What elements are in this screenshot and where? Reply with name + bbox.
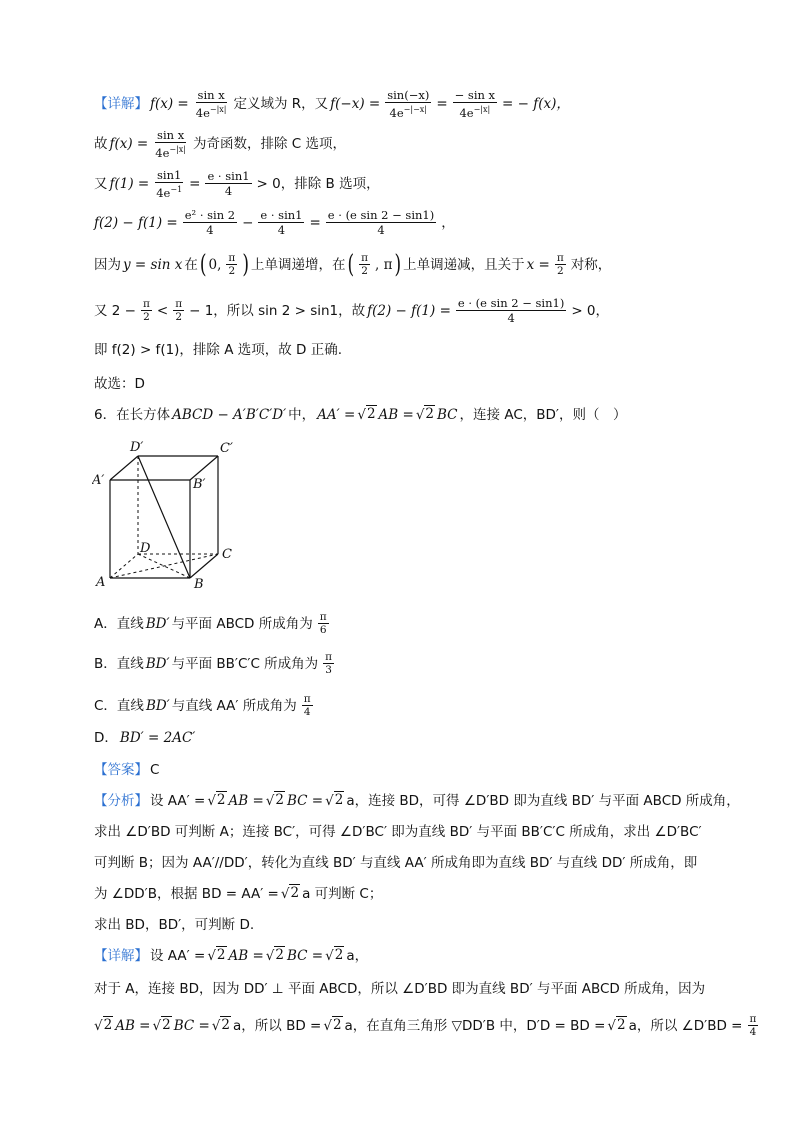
sqrt: √ 2 <box>323 1016 342 1034</box>
numerator: sin x <box>197 88 225 102</box>
denominator: 4 <box>377 223 385 237</box>
sqrt: √ 2 <box>280 885 300 902</box>
text: AB = <box>115 1017 151 1034</box>
numerator: π <box>142 298 150 310</box>
label-C-prime: C′ <box>220 441 233 456</box>
sqrt: √ 2 <box>207 792 226 809</box>
analysis-line-4 <box>94 884 734 904</box>
text: BC = <box>287 793 324 809</box>
text: 可判断 B；因为 AA′//DD′，转化为直线 BD′ 与直线 AA′ 所成角即为直线 BD′ 与直线 DD′ 所成角，即 <box>94 855 698 871</box>
denominator: 2 <box>175 311 182 323</box>
fraction <box>154 168 184 200</box>
numerator: π <box>325 651 333 663</box>
denominator: 2 <box>361 265 368 277</box>
option-d <box>94 728 734 748</box>
denominator: 4 <box>303 706 311 718</box>
numerator: e · sin1 <box>207 169 250 184</box>
text: 又 <box>94 175 108 192</box>
question-6 <box>94 405 734 425</box>
label-A: A <box>96 575 106 590</box>
equation: BD′ = 2AC′ <box>119 730 196 746</box>
radicand: 2 <box>216 792 226 808</box>
text: ，连接 AC，BD′，则（ ） <box>459 407 627 423</box>
label-B-prime: B′ <box>193 477 206 492</box>
analysis-line-1 <box>94 791 740 811</box>
numerator: π <box>556 252 564 264</box>
den-base: 4e <box>155 145 170 160</box>
text: 设 AA′ = <box>150 948 206 964</box>
numerator: e · sin1 <box>260 208 303 222</box>
radicand: 2 <box>366 406 376 422</box>
fraction <box>555 252 566 277</box>
detail2-line-2 <box>94 979 734 999</box>
numerator: π <box>749 1013 757 1025</box>
denominator: 2 <box>228 265 236 277</box>
fraction <box>183 208 237 237</box>
exponent: −|x| <box>473 105 491 114</box>
label-B: B <box>194 577 204 592</box>
text: 与直线 AA′ 所成角为 <box>171 697 297 714</box>
option-b <box>94 651 734 676</box>
radicand: 2 <box>162 1016 171 1033</box>
analysis-line-2 <box>94 822 734 842</box>
detail2-tag: 【详解】 <box>94 948 148 964</box>
text: > 0， <box>571 302 610 319</box>
denominator: 4 <box>507 311 515 325</box>
sqrt: √ 2 <box>415 406 435 423</box>
fraction <box>194 88 229 120</box>
text: AB = <box>228 948 264 964</box>
detail-line-4: f(2) − f(1) = $\frac{\text{e² · sin 2}}{4}$ − $\frac{e \cdot \sin 1}{4}$ = $\frac{\text{e · (e sin 2 − sin1)}}{4}$ ， <box>94 208 455 237</box>
denominator <box>194 103 229 120</box>
answer-value: C <box>150 762 160 778</box>
denominator: 3 <box>325 664 332 676</box>
option-a <box>94 611 734 636</box>
cond: BC <box>437 407 458 423</box>
paren: ( <box>199 249 207 280</box>
sqrt: √ 2 <box>607 1016 626 1034</box>
radicand: 2 <box>334 947 344 963</box>
paren: ( <box>347 249 355 280</box>
detail-line-1: 【详解】 f(x) = $\frac{\text{sin x}}{4e^{-|x|}}$ 定义域为 R，又 f(−x) = $\frac{\sin(-x)}{4e^{-|-x|}}$ = $\frac{\text{− sin x}}{4e^{-|x|}}$ = − f(x)， <box>94 88 570 120</box>
analysis-line-5 <box>94 915 734 935</box>
text: 即 f(2) > f(1)，排除 A 选项，故 D 正确. <box>94 342 343 358</box>
fraction <box>323 651 334 676</box>
text: BC = <box>287 948 324 964</box>
radicand: 2 <box>275 947 284 963</box>
option-label: D． <box>94 730 118 746</box>
fraction <box>385 88 431 120</box>
den-base: 4e <box>389 105 404 120</box>
radicand: 2 <box>275 792 284 808</box>
text: a，所以 BD = <box>233 1017 322 1034</box>
radicand: 2 <box>425 406 435 422</box>
text: 设 AA′ = <box>150 793 206 809</box>
fraction <box>258 208 304 237</box>
paren: ) <box>242 249 249 280</box>
question-number: 6．在长方体 <box>94 407 171 423</box>
fraction <box>205 169 251 198</box>
detail2-line-3 <box>94 1013 757 1038</box>
denominator: 4 <box>749 1026 757 1038</box>
denominator: 4 <box>277 223 286 237</box>
denominator: 6 <box>319 624 327 636</box>
radicand: 2 <box>103 1016 113 1033</box>
exponent: −|x| <box>169 145 186 154</box>
fraction <box>748 1013 759 1038</box>
f-x-def: f(x) = <box>150 95 189 112</box>
text: 对称， <box>570 256 612 273</box>
sqrt: √ 2 <box>325 947 344 964</box>
detail-line-8 <box>94 374 734 394</box>
denominator <box>153 143 188 160</box>
text: a，连接 BD，可得 ∠D′BD 即为直线 BD′ 与平面 ABCD 所成角， <box>346 793 740 809</box>
segment: BD′ <box>145 697 170 714</box>
fraction <box>453 88 497 120</box>
numerator: e · (e sin 2 − sin1) <box>457 296 565 310</box>
fraction <box>326 208 436 237</box>
text: − 1，所以 sin 2 > sin1，故 <box>189 302 366 319</box>
den-base: 4e <box>459 105 474 120</box>
fraction <box>173 298 184 323</box>
text: > 0，排除 B 选项， <box>256 175 380 192</box>
denominator <box>388 103 429 120</box>
label-D: D <box>140 541 151 556</box>
fraction <box>302 693 313 718</box>
denominator: 2 <box>556 265 564 277</box>
f-x-def: f(x) = <box>109 135 149 152</box>
label-D-prime: D′ <box>130 440 144 455</box>
numerator: π <box>319 611 327 623</box>
text: a，所以 ∠D′BD = <box>628 1017 743 1034</box>
text: BC = <box>173 1017 210 1034</box>
text: 为 ∠DD′B，根据 BD = AA′ = <box>94 886 279 902</box>
numerator: sin x <box>157 128 185 142</box>
sqrt: √ 2 <box>207 947 226 964</box>
option-label: B．直线 <box>94 655 144 672</box>
f2-minus-f1: f(2) − f(1) = <box>367 302 451 319</box>
segment: BD′ <box>145 655 170 672</box>
sqrt: √ 2 <box>152 1016 171 1034</box>
option-label: A．直线 <box>94 615 144 632</box>
text: 与平面 BB′C′C 所成角为 <box>171 655 319 672</box>
radicand: 2 <box>617 1016 626 1033</box>
f-negx: f(−x) = <box>330 95 381 112</box>
detail-line-7 <box>94 340 734 360</box>
den-base: 4e <box>195 105 210 120</box>
radicand: 2 <box>290 885 300 901</box>
text: 故 <box>94 135 108 152</box>
label-C: C <box>222 547 232 562</box>
analysis-line-3 <box>94 853 734 873</box>
text: 求出 BD，BD′，可判断 D. <box>94 917 255 933</box>
analysis-tag: 【分析】 <box>94 793 148 809</box>
sqrt: √ 2 <box>211 1016 230 1034</box>
radicand: 2 <box>334 792 344 808</box>
numerator: π <box>228 252 236 264</box>
box-name: ABCD − A′B′C′D′ <box>172 407 287 423</box>
fraction <box>359 252 370 277</box>
detail-line-5: 因为 y = sin x 在 ( 0, $\frac{\pi}{2}$ ) 上单调递增，在 ( $\frac{\pi}{2}$ , π ) 上单调递减，且关于 x = $\frac{\pi}{2}$ 对称， <box>94 249 612 280</box>
text: ， <box>441 214 455 231</box>
denominator <box>154 183 184 200</box>
x-eq: x = <box>526 256 550 273</box>
exponent: −|−x| <box>403 105 427 114</box>
detail2-line-1 <box>94 946 734 966</box>
fraction <box>456 296 566 325</box>
text: 上单调递增，在 <box>250 256 346 273</box>
numerator: e · (e sin 2 − sin1) <box>327 208 435 222</box>
fraction <box>318 611 329 636</box>
text: 中， <box>288 407 316 423</box>
numerator: π <box>175 298 183 310</box>
numerator: π <box>361 252 368 264</box>
text: 求出 ∠D′BD 可判断 A；连接 BC′，可得 ∠D′BC′ 即为直线 BD′ 与平面 BB′C′C 所成角，求出 ∠D′BC′ <box>94 824 702 840</box>
fraction <box>226 252 237 277</box>
text: a 可判断 C； <box>302 886 383 902</box>
text: a，在直角三角形 ▽DD′B 中，D′D = BD = <box>344 1017 606 1034</box>
sqrt: √ 2 <box>357 406 376 423</box>
numerator: sin1 <box>157 168 182 182</box>
text: 上单调递减，且关于 <box>403 256 525 273</box>
paren: ) <box>394 249 402 280</box>
exponent: −|x| <box>209 105 227 114</box>
text: 在 <box>184 256 198 273</box>
radicand: 2 <box>332 1016 342 1033</box>
detail-line-3: 又 f(1) = $\frac{\sin 1}{4e^{-1}}$ = $\frac{e \cdot \sin 1}{4}$ > 0，排除 B 选项， <box>94 168 380 200</box>
sqrt: √ 2 <box>94 1016 113 1034</box>
numerator: e² · sin 2 <box>184 208 236 222</box>
text: 对于 A，连接 BD，因为 DD′ ⊥ 平面 ABCD，所以 ∠D′BD 即为直线 BD′ 与平面 ABCD 所成角，因为 <box>94 981 706 997</box>
fraction <box>153 128 188 160</box>
numerator: π <box>303 693 311 705</box>
den-base: 4e <box>156 185 171 200</box>
f-1: f(1) = <box>109 175 150 192</box>
label-A-prime: A′ <box>92 473 105 488</box>
sqrt: √ 2 <box>265 947 284 964</box>
text: 又 2 − <box>94 302 136 319</box>
detail-tag: 【详解】 <box>94 95 148 112</box>
lt-sign: < <box>156 302 169 319</box>
detail-line-2 <box>94 128 734 160</box>
choose-answer: 故选：D <box>94 376 145 392</box>
cond: AA′ = <box>317 407 356 423</box>
text: a， <box>346 948 369 964</box>
text: 定义域为 R，又 <box>233 95 329 112</box>
segment: BD′ <box>145 615 170 632</box>
answer-tag: 【答案】 <box>94 762 148 778</box>
radicand: 2 <box>221 1016 230 1033</box>
numerator: sin(−x) <box>387 88 430 102</box>
cuboid-figure <box>92 438 252 596</box>
f2-minus-f1: f(2) − f(1) = <box>94 214 178 231</box>
text: AB = <box>228 793 264 809</box>
sqrt: √ 2 <box>325 792 344 809</box>
text: 与平面 ABCD 所成角为 <box>171 615 313 632</box>
fraction <box>141 298 152 323</box>
cond: AB = <box>378 407 414 423</box>
text: 因为 <box>94 256 121 273</box>
option-label: C．直线 <box>94 697 144 714</box>
numerator: − sin x <box>454 88 496 102</box>
radicand: 2 <box>216 947 226 963</box>
denominator <box>457 103 492 120</box>
denominator: 4 <box>206 223 214 237</box>
sqrt: √ 2 <box>265 792 284 809</box>
denominator: 2 <box>143 311 150 323</box>
exponent: −1 <box>170 185 183 194</box>
text: 为奇函数，排除 C 选项， <box>192 135 346 152</box>
denominator: 4 <box>224 184 233 199</box>
answer-line <box>94 760 734 780</box>
detail-line-6 <box>94 296 734 325</box>
option-c <box>94 693 734 718</box>
y-sinx: y = sin x <box>123 256 183 273</box>
text: = − f(x)， <box>502 95 570 112</box>
